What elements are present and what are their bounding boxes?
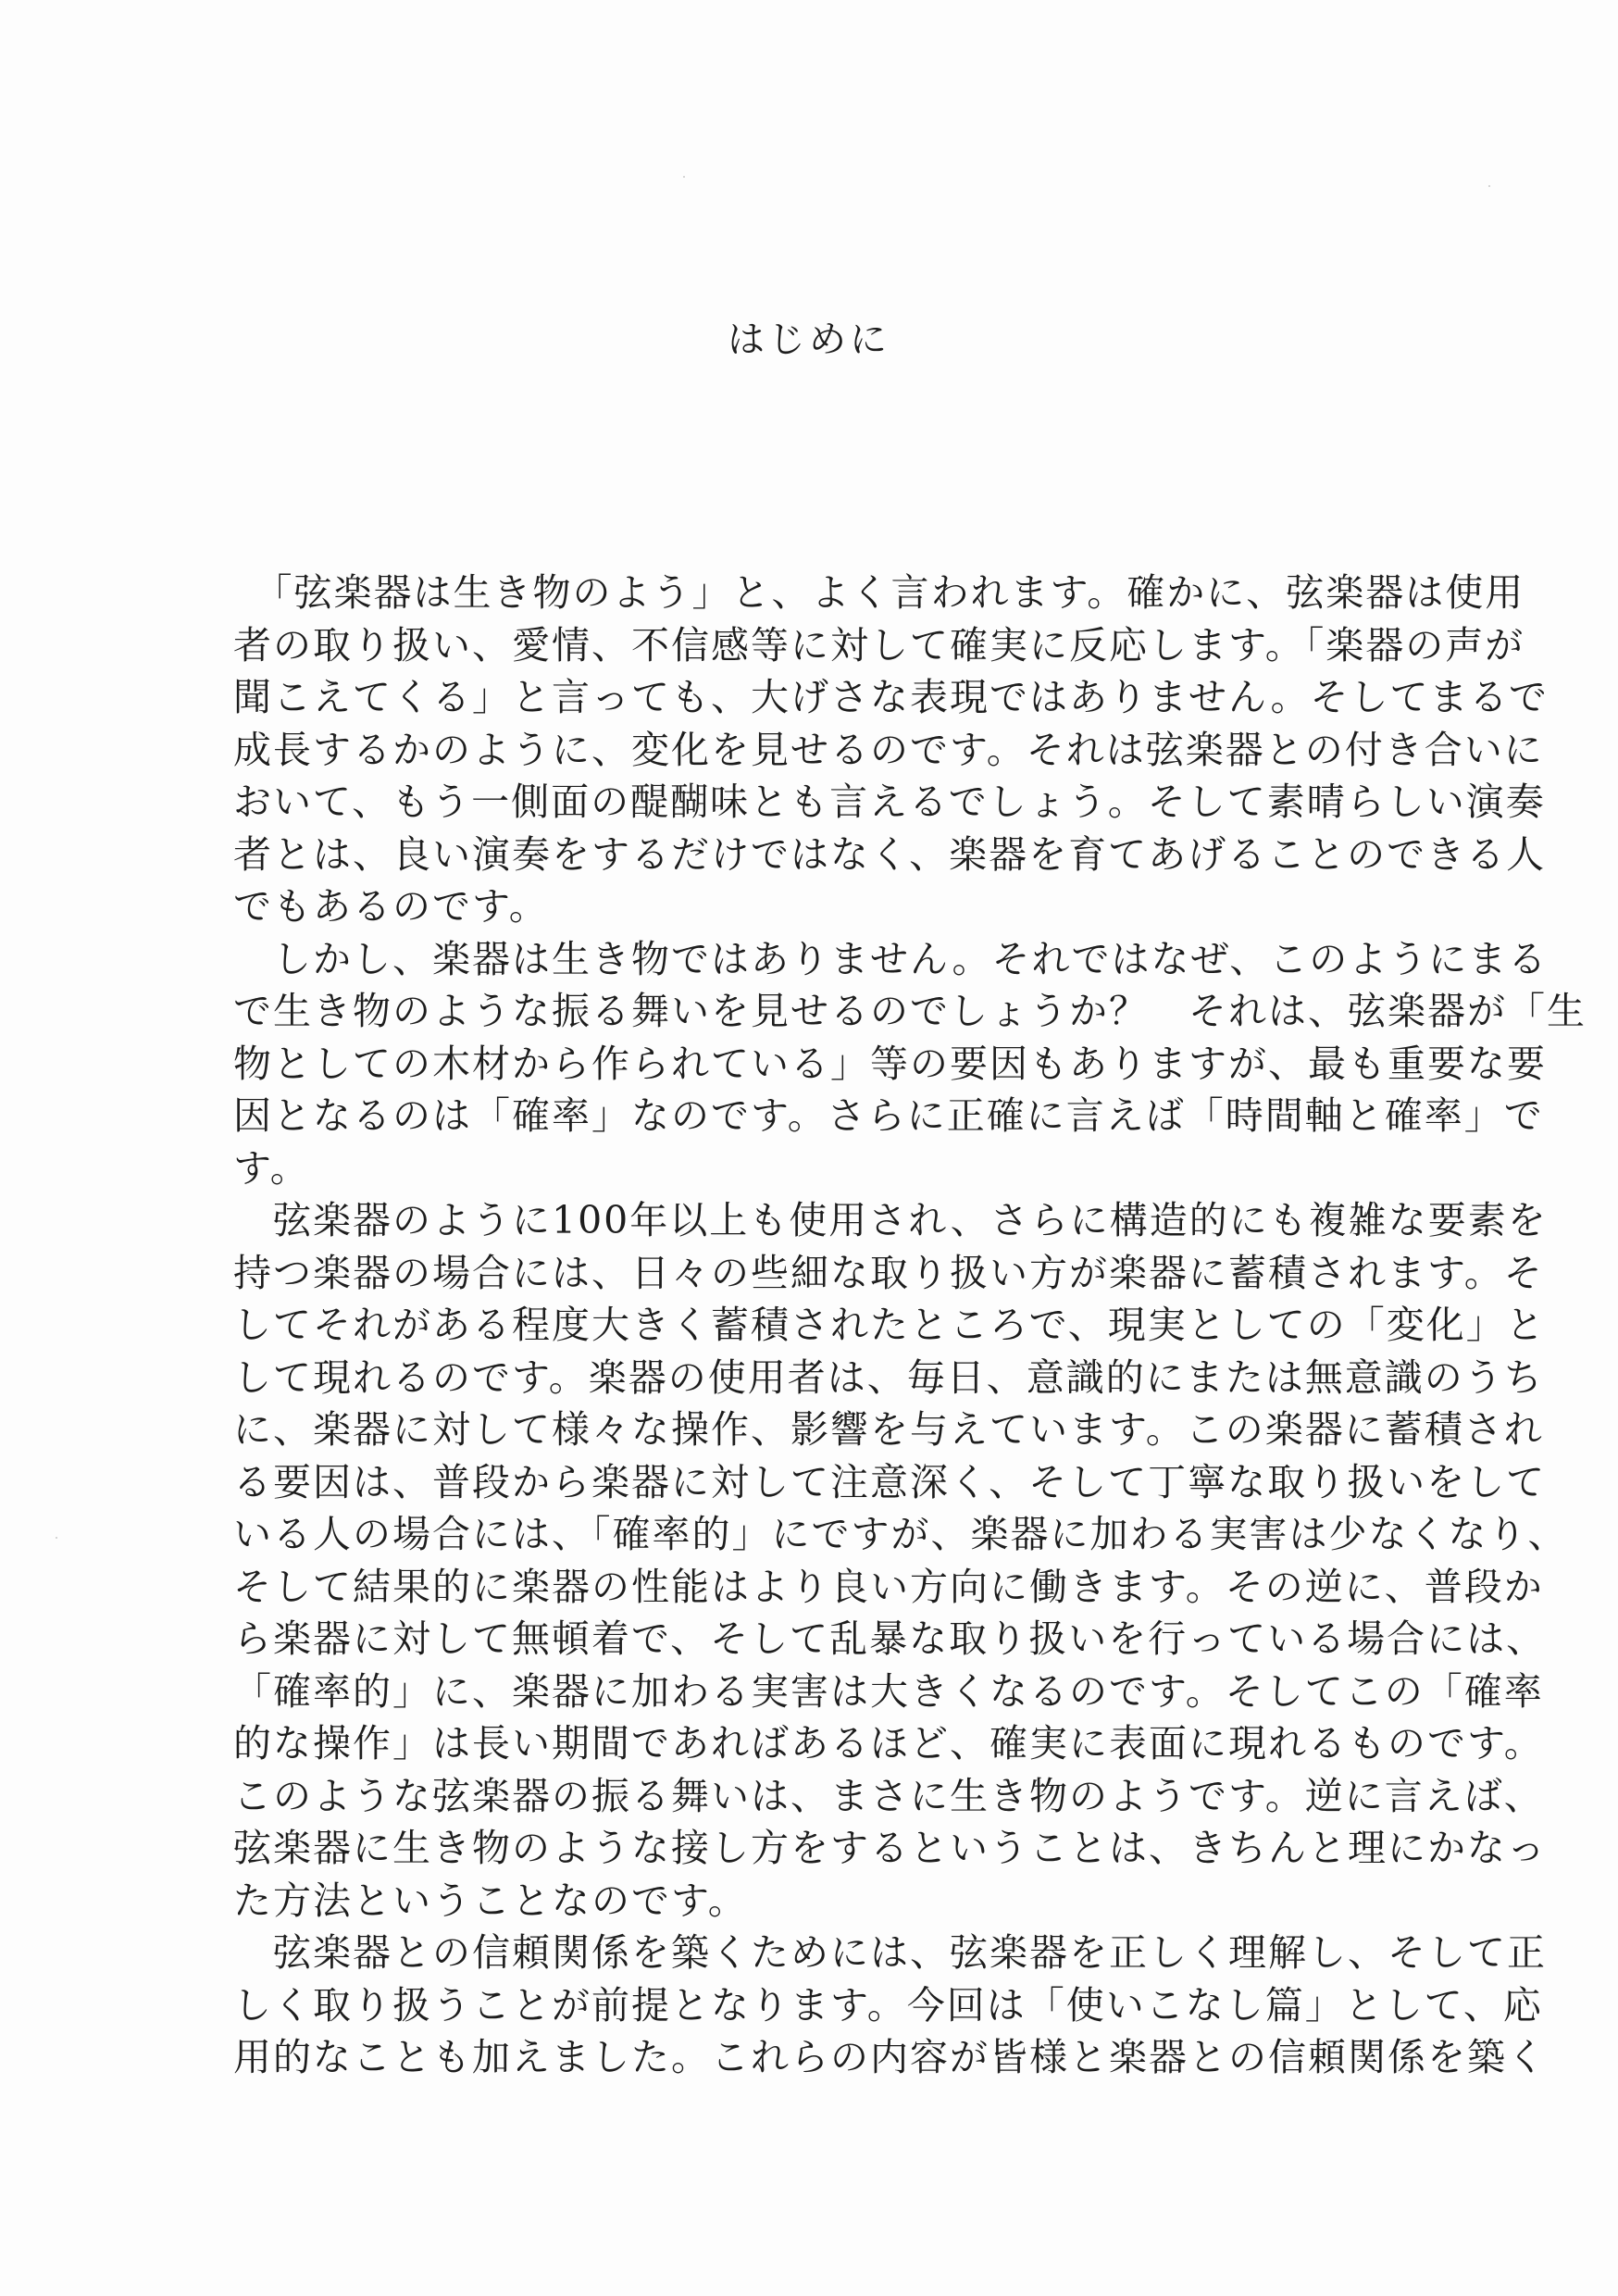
text-line: してそれがある程度大きく蓄積されたところで、現実としての「変化」と (233, 1303, 1546, 1347)
text-line: しく取り扱うことが前提となります。今回は「使いこなし篇」として、応 (233, 1982, 1543, 2028)
scan-speck (1488, 185, 1490, 187)
text-line: おいて、もう一側面の醍醐味とも言えるでしょう。そして素晴らしい演奏 (233, 780, 1546, 824)
text-line: で生き物のような振る舞いを見せるのでしょうか？ それは、弦楽器が「生 (233, 989, 1587, 1033)
text-line: このような弦楽器の振る舞いは、まさに生き物のようです。逆に言えば、 (233, 1773, 1544, 1818)
text-line: に、楽器に対して様々な操作、影響を与えています。この楽器に蓄積され (233, 1407, 1544, 1452)
text-line: 「弦楽器は生き物のよう」と、よく言われます。確かに、弦楽器は使用 (233, 570, 1525, 615)
text-line: 「確率的」に、楽器に加わる実害は大きくなるのです。そしてこの「確率 (233, 1668, 1544, 1714)
text-line: 物としての木材から作られている」等の要因もありますが、最も重要な要 (233, 1041, 1547, 1086)
text-line: た方法ということなのです。 (233, 1878, 748, 1923)
text-line: ら楽器に対して無頓着で、そして乱暴な取り扱いを行っている場合には、 (233, 1616, 1547, 1661)
text-line: 聞こえてくる」と言っても、大げさな表現ではありません。そしてまるで (233, 675, 1550, 719)
page-title: はじめに (728, 318, 890, 361)
text-line: 者とは、良い演奏をするだけではなく、楽器を育てあげることのできる人 (233, 831, 1547, 877)
text-line: 持つ楽器の場合には、日々の些細な取り扱い方が楽器に蓄積されます。そ (233, 1250, 1544, 1295)
text-line: して現れるのです。楽器の使用者は、毎日、意識的にまたは無意識のうち (233, 1354, 1544, 1400)
text-line: 成長するかのように、変化を見せるのです。それは弦楽器との付き合いに (233, 727, 1544, 772)
text-line: 弦楽器のように100年以上も使用され、さらに構造的にも複雑な要素を (233, 1198, 1548, 1242)
body-text (233, 567, 1587, 2084)
text-line: 因となるのは「確率」なのです。さらに正確に言えば「時間軸と確率」で (233, 1093, 1544, 1138)
scan-speck (683, 176, 685, 178)
text-line: そして結果的に楽器の性能はより良い方向に働きます。その逆に、普段か (233, 1564, 1544, 1609)
text-line: す。 (233, 1145, 310, 1191)
scan-speck (56, 1537, 57, 1539)
text-line: しかし、楽器は生き物ではありません。それではなぜ、このようにまる (233, 936, 1549, 981)
text-line: いる人の場合には、「確率的」にですが、楽器に加わる実害は少なくなり、 (233, 1512, 1568, 1556)
text-line: 用的なことも加えました。これらの内容が皆様と楽器との信頼関係を築く (233, 2035, 1547, 2079)
text-line: 弦楽器に生き物のような接し方をするということは、きちんと理にかなっ (233, 1826, 1547, 1870)
text-line: 的な操作」は長い期間であればあるほど、確実に表面に現れるものです。 (233, 1721, 1544, 1766)
text-line: る要因は、普段から楽器に対して注意深く、そして丁寧な取り扱いをして (233, 1459, 1547, 1504)
text-line: 弦楽器との信頼関係を築くためには、弦楽器を正しく理解し、そして正 (233, 1930, 1547, 1975)
text-line: でもあるのです。 (233, 884, 549, 929)
text-line: 者の取り扱い、愛情、不信感等に対して確実に反応します。「楽器の声が (233, 622, 1525, 668)
